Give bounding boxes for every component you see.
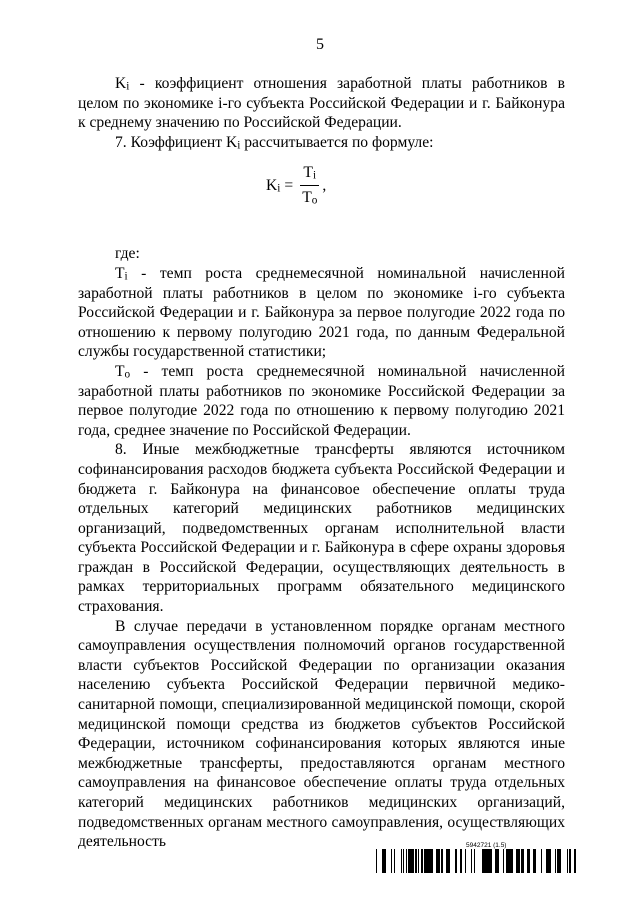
formula-comma: ,	[322, 177, 327, 195]
to-subscript: o	[124, 368, 131, 381]
formula	[266, 164, 326, 207]
to-definition-text: - темп роста среднемесячной номинальной начисленной заработной платы работников по экономике Российской Федерации за первое полугодие 2022 года по отношению к первому полугодию 2021 года, среднее значение по Российской Федерации.	[78, 362, 565, 439]
ti-definition-text: - темп роста среднемесячной номинальной начисленной заработной платы работников в целом по экономике i-го субъекта Российской Федерации и г. Байконура за первое полугодие 2022 года по отношению к первому полугодию 2021 года, по данным Федеральной службы государственной статистики;	[78, 264, 565, 361]
to-symbol: T	[115, 362, 125, 380]
document-body	[78, 74, 565, 852]
barcode-image	[376, 849, 576, 873]
k-symbol: K	[115, 75, 127, 92]
numerator-subscript: i	[312, 170, 317, 183]
formula-equals: =	[284, 177, 294, 195]
k-definition-text: - коэффициент отношения заработной платы работников в целом по экономике i-го субъекта Российской Федерации и г. Байконура к среднему значению по Российской Федерации.	[78, 75, 565, 132]
document-code: 5942721 (1.5)	[466, 842, 507, 849]
formula-lhs-subscript: i	[277, 182, 281, 195]
paragraph-transfer: В случае передачи в установленном порядке органам местного самоуправления осуществления полномочий органов государственной власти субъектов Российской Федерации по организации оказания населению субъекта Российской Федерации первичной медико-санитарной помощи, специализированной медицинской помощи, скорой медицинской помощи средства из бюджетов субъектов Российской Федерации, источником софинансирования которых являются иные межбюджетные трансферты, предоставляются органам местного самоуправления на финансовое обеспечение оплаты труда отдельных категорий медицинских работников медицинских организаций, подведомственных органам местного самоуправления, осуществляющих деятельность	[78, 617, 565, 851]
formula-denominator	[299, 186, 320, 207]
item-7	[78, 133, 565, 153]
denominator-symbol: T	[302, 189, 312, 207]
to-definition	[78, 362, 565, 440]
item-7-subscript: i	[237, 139, 241, 152]
formula-fraction	[299, 164, 320, 207]
ti-subscript: i	[124, 270, 128, 283]
formula-lhs-symbol: K	[266, 177, 278, 195]
numerator-symbol: T	[303, 164, 313, 182]
denominator-subscript: o	[311, 195, 318, 208]
item-7-suffix: рассчитывается по формуле:	[240, 133, 434, 151]
formula-block	[78, 158, 565, 236]
page-number: 5	[316, 36, 324, 53]
formula-numerator	[300, 164, 319, 186]
ti-symbol: T	[115, 264, 125, 282]
item-8: 8. Иные межбюджетные трансферты являются источником софинансирования расходов бюджета субъекта Российской Федерации и бюджета г. Байконура на финансовое обеспечение оплаты труда отдельных категорий медицинских работников медицинских организаций, подведомственных органам исполнительной власти субъекта Российской Федерации и г. Байконура в сфере охраны здоровья граждан в Российской Федерации, осуществляющих деятельность в рамках территориальных программ обязательного медицинского страхования.	[78, 441, 565, 616]
formula-lhs	[266, 176, 280, 196]
item-7-prefix: 7. Коэффициент K	[115, 133, 238, 151]
ti-definition	[78, 264, 565, 362]
k-definition	[78, 74, 565, 133]
where-label: где:	[115, 245, 140, 263]
k-subscript: i	[126, 80, 130, 93]
